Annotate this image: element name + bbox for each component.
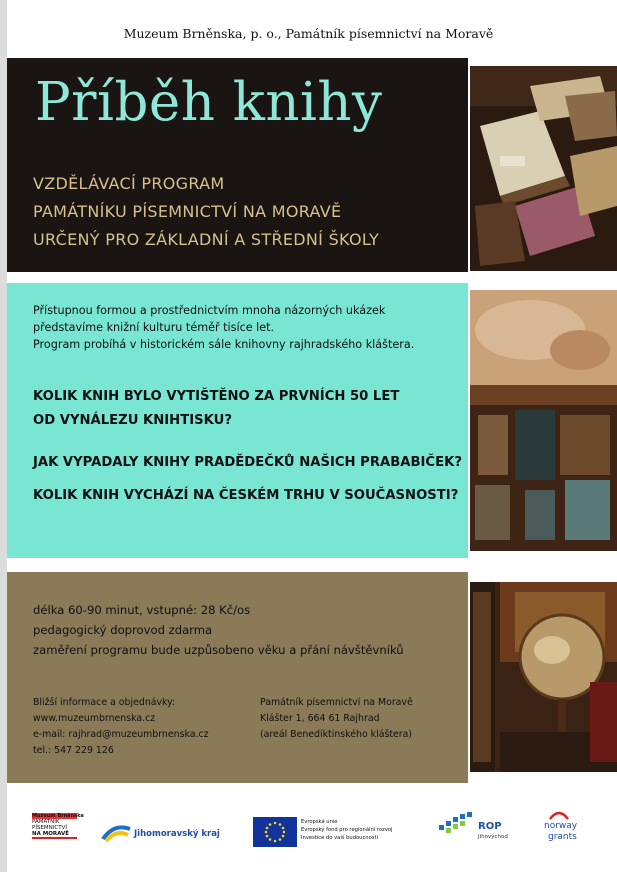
- details-line-3: zaměření programu bude uzpůsobeno věku a přání návštěvníků: [33, 643, 404, 657]
- norway-grants-icon: [548, 809, 570, 821]
- page-title: Příběh knihy: [35, 72, 383, 133]
- eu-flag-icon: [253, 817, 297, 847]
- address-line-3: (areál Benediktinského kláštera): [260, 729, 413, 740]
- question-1-line-1: KOLIK KNIH BYLO VYTIŠTĚNO ZA PRVNÍCH 50 LET: [33, 389, 400, 404]
- old-books-photo: [470, 66, 617, 271]
- intro-line-2: představíme knižní kulturu téměř tisíce let.: [33, 321, 275, 334]
- eu-text-2: Evropský fond pro regionální rozvoj: [301, 827, 393, 833]
- question-1-line-2: OD VYNÁLEZU KNIHTISKU?: [33, 413, 232, 428]
- rop-logo-icon: [437, 811, 477, 837]
- contact-phone: tel.: 547 229 126: [33, 745, 114, 756]
- organization-header: Muzeum Brněnska, p. o., Památník písemnictví na Moravě: [123, 26, 494, 41]
- rop-logo-text: ROP: [478, 821, 502, 832]
- contact-heading: Bližší informace a objednávky:: [33, 697, 176, 708]
- rop-logo-subtext: Jihovýchod: [478, 834, 508, 840]
- intro-line-3: Program probíhá v historickém sále knihovny rajhradského kláštera.: [33, 338, 415, 351]
- left-edge-bar: [0, 0, 7, 872]
- details-line-1: délka 60-90 minut, vstupné: 28 Kč/os: [33, 603, 251, 617]
- title-box: [7, 58, 468, 272]
- eu-text-1: Evropská unie: [301, 819, 338, 825]
- museum-logo-line-2: PÍSEMNICTVÍ: [32, 825, 67, 831]
- partner-logos: [0, 805, 617, 865]
- museum-logo-title: Muzeum Brněnska: [32, 813, 84, 819]
- norway-grants-text-1: norway: [544, 821, 578, 831]
- eu-text-3: Investice do vaší budoucnosti: [301, 835, 378, 841]
- details-line-2: pedagogický doprovod zdarma: [33, 623, 213, 637]
- region-logo-icon: [100, 819, 134, 845]
- intro-line-1: Přístupnou formou a prostřednictvím mnoha názorných ukázek: [33, 304, 386, 317]
- museum-logo-line-3: NA MORAVĚ: [32, 831, 77, 839]
- museum-logo: [32, 813, 84, 853]
- library-hall-photo: [470, 290, 617, 551]
- subtitle-line-1: VZDĚLÁVACÍ PROGRAM: [33, 174, 225, 193]
- contact-email-link[interactable]: e-mail: rajhrad@muzeumbrnenska.cz: [33, 729, 209, 740]
- museum-logo-line-1: PAMÁTNÍK: [32, 819, 60, 825]
- contact-website-link[interactable]: www.muzeumbrnenska.cz: [33, 713, 156, 724]
- norway-grants-text-2: grants: [548, 832, 577, 842]
- details-box: [7, 572, 468, 783]
- subtitle-line-3: URČENÝ PRO ZÁKLADNÍ A STŘEDNÍ ŠKOLY: [33, 230, 380, 249]
- info-box: [7, 283, 468, 558]
- subtitle-line-2: PAMÁTNÍKU PÍSEMNICTVÍ NA MORAVĚ: [33, 202, 342, 221]
- region-logo-text: Jihomoravský kraj: [134, 829, 220, 839]
- address-line-2: Klášter 1, 664 61 Rajhrad: [260, 713, 380, 724]
- question-2: JAK VYPADALY KNIHY PRADĚDEČKŮ NAŠICH PRABABIČEK?: [33, 455, 462, 470]
- question-3: KOLIK KNIH VYCHÁZÍ NA ČESKÉM TRHU V SOUČASNOSTI?: [33, 488, 459, 503]
- address-line-1: Památník písemnictví na Moravě: [260, 697, 413, 708]
- globe-library-photo: [470, 582, 617, 772]
